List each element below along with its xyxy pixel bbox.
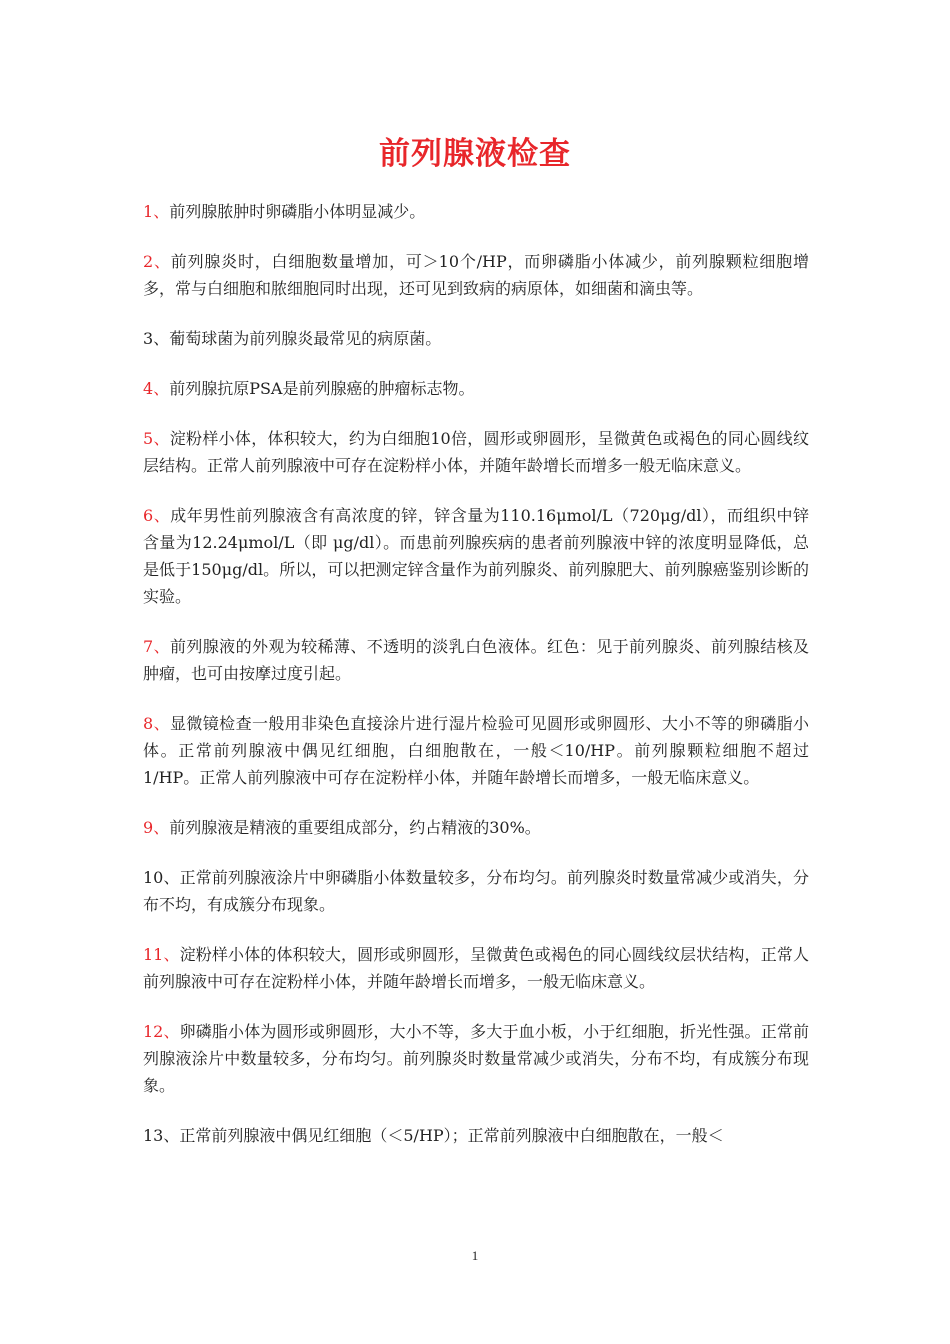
paragraph-4 (143, 375, 809, 402)
paragraph-9 (143, 814, 809, 841)
paragraph-separator: 、 (153, 714, 170, 733)
document-body (143, 198, 809, 1172)
paragraph-text: 淀粉样小体的体积较大，圆形或卵圆形，呈微黄色或褐色的同心圆线纹层状结构，正常人前列腺液中可存在淀粉样小体，并随年龄增长而增多，一般无临床意义。 (143, 945, 809, 991)
paragraph-number: 11 (143, 945, 164, 964)
paragraph-number: 3 (143, 329, 154, 348)
paragraph-text: 淀粉样小体，体积较大，约为白细胞10倍，圆形或卵圆形，呈微黄色或褐色的同心圆线纹层结构。正常人前列腺液中可存在淀粉样小体，并随年龄增长而增多一般无临床意义。 (143, 429, 809, 475)
paragraph-number: 7 (143, 637, 154, 656)
paragraph-1 (143, 198, 809, 225)
paragraph-separator: 、 (163, 868, 180, 887)
paragraph-text: 卵磷脂小体为圆形或卵圆形，大小不等，多大于血小板，小于红细胞，折光性强。正常前列腺液涂片中数量较多，分布均匀。前列腺炎时数量常减少或消失，分布不均，有成簇分布现象。 (143, 1022, 809, 1095)
paragraph-3 (143, 325, 809, 352)
paragraph-text: 前列腺抗原PSA是前列腺癌的肿瘤标志物。 (169, 379, 475, 398)
paragraph-separator: 、 (153, 637, 170, 656)
paragraph-2 (143, 248, 809, 302)
paragraph-number: 12 (143, 1022, 164, 1041)
paragraph-number: 1 (143, 202, 154, 221)
paragraph-separator: 、 (153, 506, 171, 525)
paragraph-separator: 、 (163, 945, 180, 964)
paragraph-text: 前列腺脓肿时卵磷脂小体明显减少。 (169, 202, 426, 221)
paragraph-separator: 、 (153, 429, 170, 448)
paragraph-text: 正常前列腺液涂片中卵磷脂小体数量较多，分布均匀。前列腺炎时数量常减少或消失，分布不均，有成簇分布现象。 (143, 868, 809, 914)
paragraph-number: 2 (143, 252, 154, 271)
paragraph-10 (143, 864, 809, 918)
paragraph-number: 5 (143, 429, 154, 448)
paragraph-13 (143, 1122, 809, 1149)
paragraph-number: 13 (143, 1126, 164, 1145)
paragraph-text: 前列腺液是精液的重要组成部分，约占精液的30%。 (169, 818, 541, 837)
paragraph-12 (143, 1018, 809, 1099)
paragraph-text: 显微镜检查一般用非染色直接涂片进行湿片检验可见圆形或卵圆形、大小不等的卵磷脂小体。正常前列腺液中偶见红细胞，白细胞散在，一般＜10/HP。前列腺颗粒细胞不超过1/HP。正常人前列腺液中可存在淀粉样小体，并随年龄增长而增多，一般无临床意义。 (143, 714, 809, 787)
paragraph-text: 前列腺炎时，白细胞数量增加，可＞10个/HP，而卵磷脂小体减少，前列腺颗粒细胞增多，常与白细胞和脓细胞同时出现，还可见到致病的病原体，如细菌和滴虫等。 (143, 252, 809, 298)
paragraph-text: 葡萄球菌为前列腺炎最常见的病原菌。 (169, 329, 442, 348)
paragraph-5 (143, 425, 809, 479)
paragraph-11 (143, 941, 809, 995)
paragraph-separator: 、 (153, 252, 171, 271)
paragraph-separator: 、 (153, 202, 170, 221)
paragraph-separator: 、 (153, 379, 170, 398)
paragraph-7 (143, 633, 809, 687)
paragraph-8 (143, 710, 809, 791)
paragraph-number: 10 (143, 868, 164, 887)
page-title: 前列腺液检查 (379, 136, 571, 172)
paragraph-number: 4 (143, 379, 154, 398)
paragraph-text: 成年男性前列腺液含有高浓度的锌，锌含量为110.16μmol/L（720μg/dl），而组织中锌含量为12.24μmol/L（即 μg/dl）。而患前列腺疾病的患者前列腺液中锌的浓度明显降低，总是低于150μg/dl。所以，可以把测定锌含量作为前列腺炎、前列腺肥大、前列腺癌鉴别诊断的实验。 (143, 506, 809, 606)
paragraph-6 (143, 502, 809, 610)
page-number: 1 (471, 1248, 479, 1263)
paragraph-separator: 、 (163, 1126, 180, 1145)
paragraph-separator: 、 (163, 1022, 180, 1041)
paragraph-text: 正常前列腺液中偶见红细胞（＜5/HP）；正常前列腺液中白细胞散在，一般＜ (179, 1126, 724, 1145)
paragraph-number: 8 (143, 714, 154, 733)
paragraph-number: 6 (143, 506, 154, 525)
paragraph-separator: 、 (153, 818, 170, 837)
paragraph-text: 前列腺液的外观为较稀薄、不透明的淡乳白色液体。红色：见于前列腺炎、前列腺结核及肿瘤，也可由按摩过度引起。 (143, 637, 809, 683)
paragraph-separator: 、 (153, 329, 170, 348)
paragraph-number: 9 (143, 818, 154, 837)
